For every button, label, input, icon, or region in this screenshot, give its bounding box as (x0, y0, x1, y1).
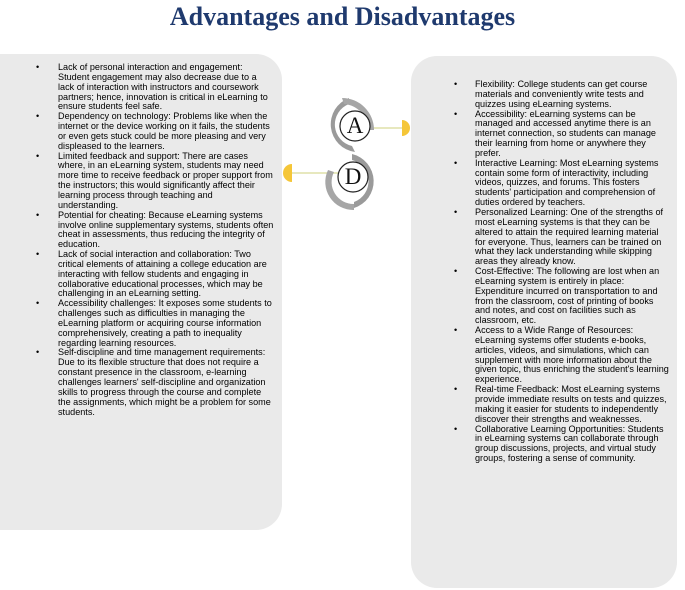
marker-a-dot (402, 120, 410, 136)
disadvantages-panel (0, 54, 282, 530)
advantages-letter: A (346, 113, 364, 138)
disadvantages-letter: D (344, 164, 362, 189)
advantage-item: • Accessibility: eLearning systems can be managed and accessed anytime there is an internet connection, so students can manage their learning from home or anywhere they prefer. (425, 110, 671, 159)
disadvantage-item: • Dependency on technology: Problems like when the internet or the device working on it fails, the students or even gets stuck could be more pleasing and very displeased to the learners. (12, 112, 274, 151)
page-title: Advantages and Disadvantages (169, 2, 516, 31)
disadvantage-item: • Accessibility challenges: It exposes some students to challenges such as difficulties in managing the eLearning platform or acquiring course information comprehensively, creating a path to inequality regarding learning resources. (12, 299, 274, 348)
advantages-list (425, 80, 671, 464)
advantage-item: • Personalized Learning: One of the strengths of most eLearning systems is that they can be altered to attain the required learning material for everyone. Thus, learners can be trained on what they lack understanding while skipping areas they already know. (425, 208, 671, 267)
disadvantages-list (12, 63, 274, 417)
disadvantage-item: • Self-discipline and time management requirements: Due to its flexible structure that does not require a constant presence in the classroom, e-learning challenges learners' self-discipline and organization skills to progress through the course and complete the assignments, which might be a problem for some students. (12, 348, 274, 417)
disadvantage-item: • Potential for cheating: Because eLearning systems involve online supplementary systems, students often cheat in assessments, thus reducing the integrity of education. (12, 211, 274, 250)
disadvantage-item: • Limited feedback and support: There are cases where, in an eLearning system, students may need more time to receive feedback or proper support from the instructors; this would significantly affect their learning process through teaching and understanding. (12, 152, 274, 211)
advantage-item: • Real-time Feedback: Most eLearning systems provide immediate results on tests and quizzes, making it easier for students to independently discover their strengths and weaknesses. (425, 385, 671, 424)
advantages-panel (411, 56, 677, 588)
hub-shapes (270, 80, 420, 240)
hub-graphic (270, 80, 420, 240)
advantage-item: • Interactive Learning: Most eLearning systems contain some form of interactivity, including videos, quizzes, and forums. This fosters students' participation and comprehension of duties ordered by teachers. (425, 159, 671, 208)
disadvantage-item: • Lack of personal interaction and engagement: Student engagement may also decrease due to a lack of interaction with instructors and coursework partners; hence, innovation is critical in eLearning to ensure students feel safe. (12, 63, 274, 112)
advantage-item: • Cost-Effective: The following are lost when an eLearning system is entirely in place: Expenditure incurred on transportation to and from the classroom, cost of printing of books and notes, and cost on facilities such as classroom, etc. (425, 267, 671, 326)
advantage-item: • Flexibility: College students can get course materials and conveniently write tests and quizzes using eLearning systems. (425, 80, 671, 110)
advantage-item: • Collaborative Learning Opportunities: Students in eLearning systems can collaborate through group discussions, projects, and virtual study groups, fostering a sense of community. (425, 425, 671, 464)
marker-d-dot (283, 164, 292, 182)
disadvantage-item: • Lack of social interaction and collaboration: Two critical elements of attaining a college education are interacting with fellow students and engaging in collaborative educational processes, which may be challenging in an eLearning setting. (12, 250, 274, 299)
advantage-item: • Access to a Wide Range of Resources: eLearning systems offer students e-books, articles, videos, and simulations, which can supplement with more information about the given topic, thus enriching the student's learning experience. (425, 326, 671, 385)
